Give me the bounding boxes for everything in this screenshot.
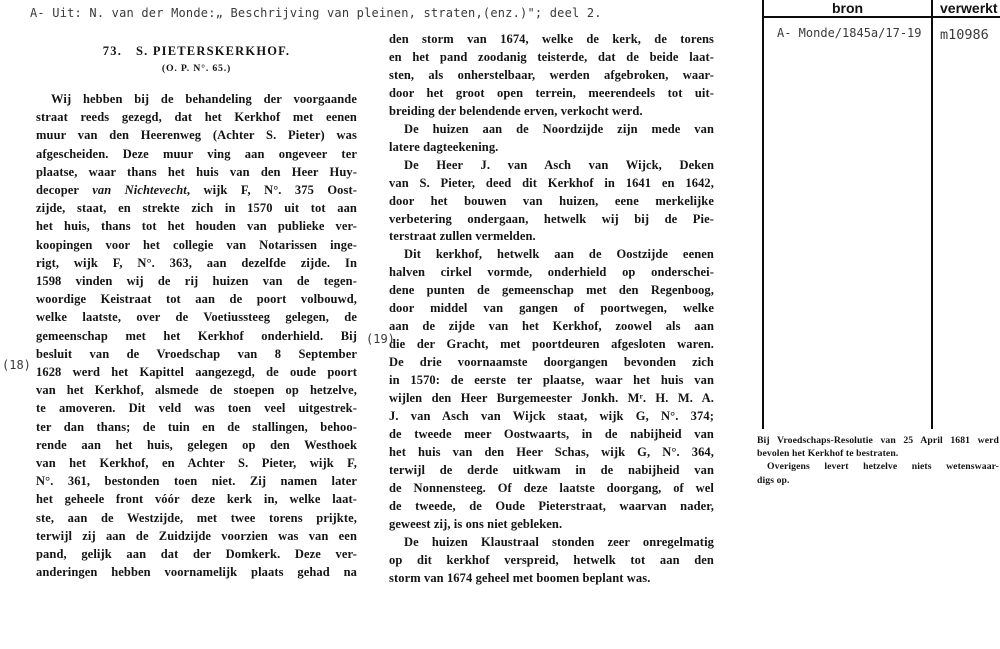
text-line: muur van den Heerenweg (Achter S. Pieter) was xyxy=(36,128,357,143)
article-heading xyxy=(36,44,357,59)
text-line: van S. Pieter, deed dit Kerkhof in 1641 en 1642, xyxy=(389,175,714,190)
margin-note-18: (18) xyxy=(2,358,31,372)
text-line: J. van Asch van Wijck staat, wijk G, N°. 374; xyxy=(389,409,714,424)
text-line: ter dan thans; de tuin en de stallingen, behoo- xyxy=(36,419,357,434)
text-line: het geheele front vóór deze kerk in, welke laat- xyxy=(36,492,357,507)
text-line: terwijl de derde uitkwam in de nabijheid van xyxy=(389,462,714,477)
text-line: afgescheiden. Deze muur ving aan ongeveer ter xyxy=(36,146,357,161)
article-number: 73. xyxy=(102,44,123,58)
text-line: De huizen Klaustraal stonden zeer onregelmatig xyxy=(404,534,714,549)
text-line: decoper van Nichtevecht, wijk F, N°. 375 Oost- xyxy=(36,183,358,198)
column-header-verwerkt: verwerkt xyxy=(940,0,998,16)
article-title: S. PIETERSKERKHOF. xyxy=(136,44,291,58)
source-citation-line: A- Uit: N. van der Monde:„ Beschrijving van pleinen, straten,(enz.)"; deel 2. xyxy=(30,6,602,20)
text-line: Bij Vroedschaps-Resolutie van 25 April 1681 werd xyxy=(757,435,999,446)
text-line: wijlen den Heer Burgemeester Jonkh. Mʳ. H. M. A. xyxy=(389,391,714,406)
annotation-block xyxy=(757,434,999,487)
text-line: ste, aan de Westzijde, met twee torens prijkte, xyxy=(36,510,357,525)
text-line: N°. 361, bestonden toen niet. Zij namen later xyxy=(36,474,357,489)
text-line: besluit van de Vroedschap van 8 September xyxy=(36,346,357,361)
text-line: die der Gracht, met poortdeuren afgesloten waren. xyxy=(389,337,714,352)
text-line: Wij hebben bij de behandeling der voorgaande xyxy=(51,92,357,106)
text-line: en het pand zoodanig teisterde, dat de beide laat- xyxy=(389,49,714,64)
text-line: halven cirkel vormde, onderhield op onderschei- xyxy=(389,265,714,280)
text-line: rigt, wijk F, N°. 363, aan dezelfde zijde. In xyxy=(36,255,357,270)
text-line: te amoveren. Dit veld was toen veel uitgestrek- xyxy=(36,401,357,416)
text-line: door middel van gangen of poortwegen, welke xyxy=(389,301,714,316)
text-line: van het Kerkhof, alsmede de stoepen op hetzelve, xyxy=(36,383,357,398)
text-line: storm van 1674 geheel met boomen beplant was. xyxy=(389,570,651,585)
text-line: anderingen hebben voornamelijk plaats gehad na xyxy=(36,565,357,580)
text-line: terstraat zullen vermelden. xyxy=(389,229,536,244)
text-line: plaatse, waar thans het huis van den Heer Huy- xyxy=(36,164,357,179)
text-line: Dit kerkhof, hetwelk aan de Oostzijde eenen xyxy=(404,247,714,262)
text-line: De Heer J. van Asch van Wijck, Deken xyxy=(404,157,714,172)
text-line: geweest zij, is ons niet gebleken. xyxy=(389,516,563,531)
text-line: Overigens levert hetzelve niets wetenswaar- xyxy=(767,461,999,473)
middle-text-column xyxy=(389,31,714,588)
text-line: het huis, thans tot het houden van publieke ver- xyxy=(36,219,357,234)
processing-register-table xyxy=(762,0,1000,429)
margin-note-19: (19) xyxy=(366,332,395,346)
text-line: het huis van den Heer Schas, wijk G, N°. 364, xyxy=(389,444,714,459)
text-line: sten, als onherstelbaar, werden afgebroken, waar- xyxy=(389,67,714,82)
table-column-divider xyxy=(931,0,933,429)
text-line: aan de zijde van het Kerkhof, zoowel als aan xyxy=(389,319,714,334)
text-line: in 1570: de eerste ter plaatse, waar het huis van xyxy=(389,373,714,388)
text-line: terwijl zij aan de Zuidzijde voorzien was van een xyxy=(36,528,357,543)
column-header-bron: bron xyxy=(831,0,864,16)
text-line: breiding der belendende erven, verkocht werd. xyxy=(389,103,643,118)
table-header-underline xyxy=(764,16,1000,18)
article-subtitle: (O. P. N°. 65.) xyxy=(161,63,232,74)
bron-value: A- Monde/1845a/17-19 xyxy=(777,26,922,40)
text-line: digs op. xyxy=(757,474,790,486)
text-line: latere dagteekening. xyxy=(389,139,499,154)
text-line: 1628 werd het Kapittel aangezegd, de oude poort xyxy=(36,365,357,380)
text-line: de Nonnensteeg. Of deze laatste doorgang, of wel xyxy=(389,480,714,495)
text-line: welke laatste, over de Voetiussteeg gelegen, de xyxy=(36,310,357,325)
text-line: straat reeds gezegd, dat het Kerkhof met eenen xyxy=(36,110,357,125)
text-line: De drie voornaamste doorgangen bevonden zich xyxy=(389,355,714,370)
text-line: 1598 vinden wij de rij huizen van de tegen- xyxy=(36,274,357,289)
text-line: gemeenschap met het Kerkhof onderhield. Bij xyxy=(36,328,357,343)
text-line: de tweede, de Oude Pieterstraat, waarvan nader, xyxy=(389,498,714,513)
left-text-column xyxy=(36,90,357,581)
text-line: dene punten de gemeenschap met den Regenboog, xyxy=(389,283,714,298)
text-line: door het groot open terrein, meerendeels tot uit- xyxy=(389,85,714,100)
text-line: woordige Keistraat tot aan de poort volbouwd, xyxy=(36,292,357,307)
text-line: op dit kerkhof verspreid, hetwelk tot aan den xyxy=(389,552,714,567)
text-line: den storm van 1674, welke de kerk, de torens xyxy=(389,32,714,46)
text-line: rende aan het huis, gelegen op den Westhoek xyxy=(36,437,357,452)
text-line: verbetering ondergaan, hetwelk wij bij de Pie- xyxy=(389,211,714,226)
verwerkt-value: m10986 xyxy=(940,27,989,43)
text-line: pand, gelijk aan dat der Domkerk. Deze ver- xyxy=(36,547,357,562)
text-line: zijde, staat, en strekte zich in 1570 uit tot aan xyxy=(36,201,357,216)
text-line: bevolen het Kerkhof te bestraten. xyxy=(757,448,899,460)
text-line: De huizen aan de Noordzijde zijn mede van xyxy=(404,121,714,136)
text-line: koopingen voor het collegie van Notarissen inge- xyxy=(36,237,357,252)
text-line: van het Kerkhof, en Achter S. Pieter, wijk F, xyxy=(36,456,357,471)
text-line: de tweede meer Oostwaarts, in de nabijheid van xyxy=(389,426,714,441)
text-line: door het bouwen van huizen, eene merkelijke xyxy=(389,193,714,208)
